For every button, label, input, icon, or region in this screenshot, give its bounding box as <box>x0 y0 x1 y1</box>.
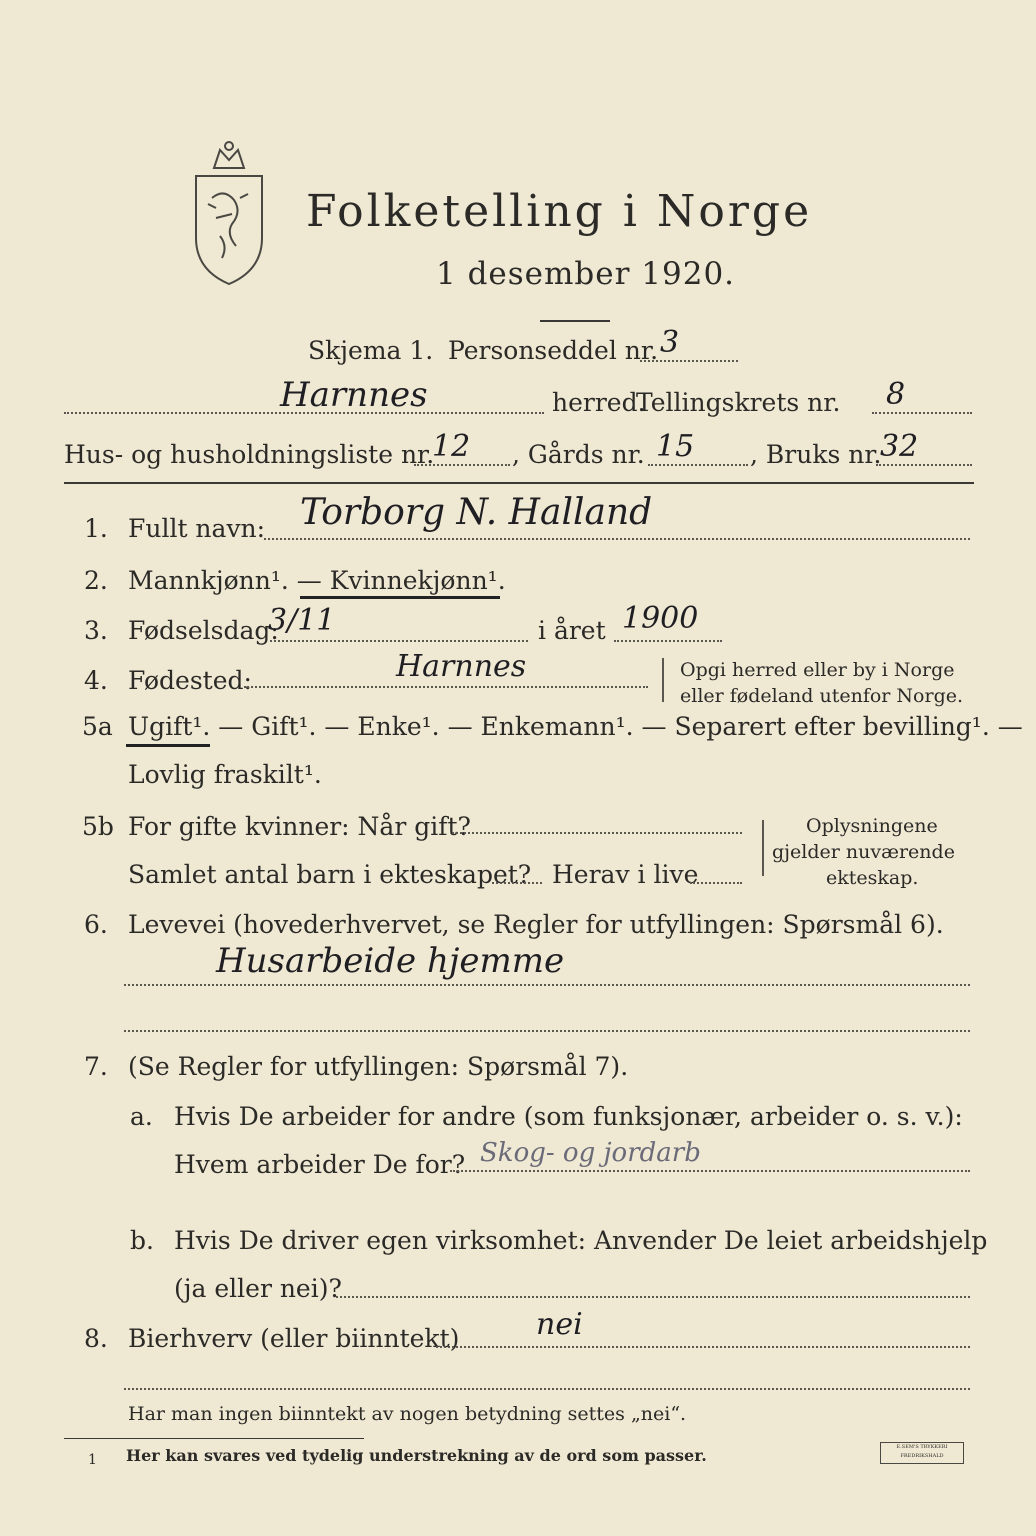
husliste-label: Hus- og husholdningsliste nr. <box>64 440 435 469</box>
q1-number: 1. <box>84 514 108 543</box>
q4-brace <box>662 658 664 702</box>
q8-line <box>436 1346 970 1348</box>
herred-value: Harnnes <box>280 375 428 415</box>
q4-number: 4. <box>84 666 108 695</box>
header-divider <box>64 482 974 484</box>
q5b-note-line2: gjelder nuværende <box>772 841 955 863</box>
q8-line2 <box>124 1388 970 1390</box>
q5b-number: 5b <box>82 812 114 841</box>
q5b-alive-line <box>690 882 742 884</box>
q4-line <box>244 686 648 688</box>
page-title: Folketelling i Norge <box>306 186 813 237</box>
q4-value: Harnnes <box>396 649 527 684</box>
census-date: 1 desember 1920. <box>436 256 736 292</box>
q7a-letter: a. <box>130 1102 153 1131</box>
q6-label: Levevei (hovederhvervet, se Regler for utfyllingen: Spørsmål 6). <box>128 910 944 939</box>
q7b-letter: b. <box>130 1226 154 1255</box>
q5b-children-line <box>492 882 542 884</box>
q5b-married-line <box>452 832 742 834</box>
bruks-line <box>876 464 972 466</box>
q5b-brace <box>762 820 764 876</box>
q6-number: 6. <box>84 910 108 939</box>
q3-year-label: i året <box>538 616 606 645</box>
q7b-line <box>336 1296 970 1298</box>
herred-label: herred. <box>552 388 646 417</box>
tellingskrets-label: Tellingskrets nr. <box>636 388 841 417</box>
q7a-value: Skog- og jordarb <box>480 1138 701 1168</box>
q2-text: Mannkjønn¹. — Kvinnekjønn¹. <box>128 566 506 595</box>
q6-value: Husarbeide hjemme <box>216 941 565 981</box>
q5b-note-line1: Oplysningene <box>806 815 938 837</box>
q7a-label: Hvem arbeider De for? <box>174 1150 466 1179</box>
q5a-text: Ugift¹. — Gift¹. — Enke¹. — Enkemann¹. — Separert efter bevilling¹. — <box>128 712 1023 741</box>
q6-line2 <box>124 1030 970 1032</box>
q3-year-line <box>614 640 722 642</box>
q8-number: 8. <box>84 1324 108 1353</box>
footnote-divider <box>64 1438 364 1439</box>
bruks-value: 32 <box>880 429 919 464</box>
q7b-text: Hvis De driver egen virksomhet: Anvender De leiet arbeidshjelp <box>174 1226 988 1255</box>
q2-underline-kvinnekjonn <box>300 596 500 599</box>
q6-line1 <box>124 984 970 986</box>
date-underline <box>540 320 610 322</box>
q4-note-line2: eller fødeland utenfor Norge. <box>680 685 964 707</box>
gards-value: 15 <box>656 429 695 464</box>
q1-value: Torborg N. Halland <box>300 492 653 533</box>
q7a-text: Hvis De arbeider for andre (som funksjonær, arbeider o. s. v.): <box>174 1102 963 1131</box>
q5b-label-alive: Herav i live <box>552 860 699 889</box>
tellingskrets-value: 8 <box>886 377 906 412</box>
personseddel-value: 3 <box>660 325 680 360</box>
q3-day-line <box>270 640 528 642</box>
personseddel-line <box>640 360 738 362</box>
printer-mark: E.SEM'S TRYKKERI FREDRIKSHALD <box>880 1442 964 1464</box>
q3-value: 3/11 <box>268 603 336 638</box>
q5b-label-children: Samlet antal barn i ekteskapet? <box>128 860 532 889</box>
footnote-text: Her kan svares ved tydelig understrekning av de ord som passer. <box>126 1446 707 1465</box>
q3-year-value: 1900 <box>622 601 699 636</box>
q4-note-line1: Opgi herred eller by i Norge <box>680 659 955 681</box>
q2-number: 2. <box>84 566 108 595</box>
q5a-number: 5a <box>82 712 113 741</box>
q3-number: 3. <box>84 616 108 645</box>
husliste-value: 12 <box>432 429 471 464</box>
q4-label: Fødested: <box>128 666 252 695</box>
q1-line <box>264 538 970 540</box>
q8-value: nei <box>536 1307 583 1342</box>
q5a-text-line2: Lovlig fraskilt¹. <box>128 760 322 789</box>
norway-coat-of-arms-icon <box>186 138 272 288</box>
q5b-label-married: For gifte kvinner: Når gift? <box>128 812 471 841</box>
husliste-line <box>414 464 510 466</box>
footnote-number: 1 <box>88 1452 97 1468</box>
q7a-line <box>450 1170 970 1172</box>
personseddel-label: Personseddel nr. <box>448 336 659 365</box>
q1-label: Fullt navn: <box>128 514 266 543</box>
footer-note: Har man ingen biinntekt av nogen betydning settes „nei“. <box>128 1403 687 1425</box>
q5b-note-line3: ekteskap. <box>826 867 919 889</box>
tellingskrets-line <box>872 412 972 414</box>
q8-label: Bierhverv (eller biinntekt) <box>128 1324 460 1353</box>
schema-label: Skjema 1. <box>308 336 434 365</box>
q7-label: (Se Regler for utfyllingen: Spørsmål 7). <box>128 1052 629 1081</box>
q3-label: Fødselsdag: <box>128 616 279 645</box>
bruks-label: , Bruks nr. <box>750 440 882 469</box>
gards-line <box>648 464 748 466</box>
gards-label: , Gårds nr. <box>512 440 645 469</box>
q7b-label: (ja eller nei)? <box>174 1274 342 1303</box>
q5a-underline-ugift <box>126 744 210 747</box>
q7-number: 7. <box>84 1052 108 1081</box>
